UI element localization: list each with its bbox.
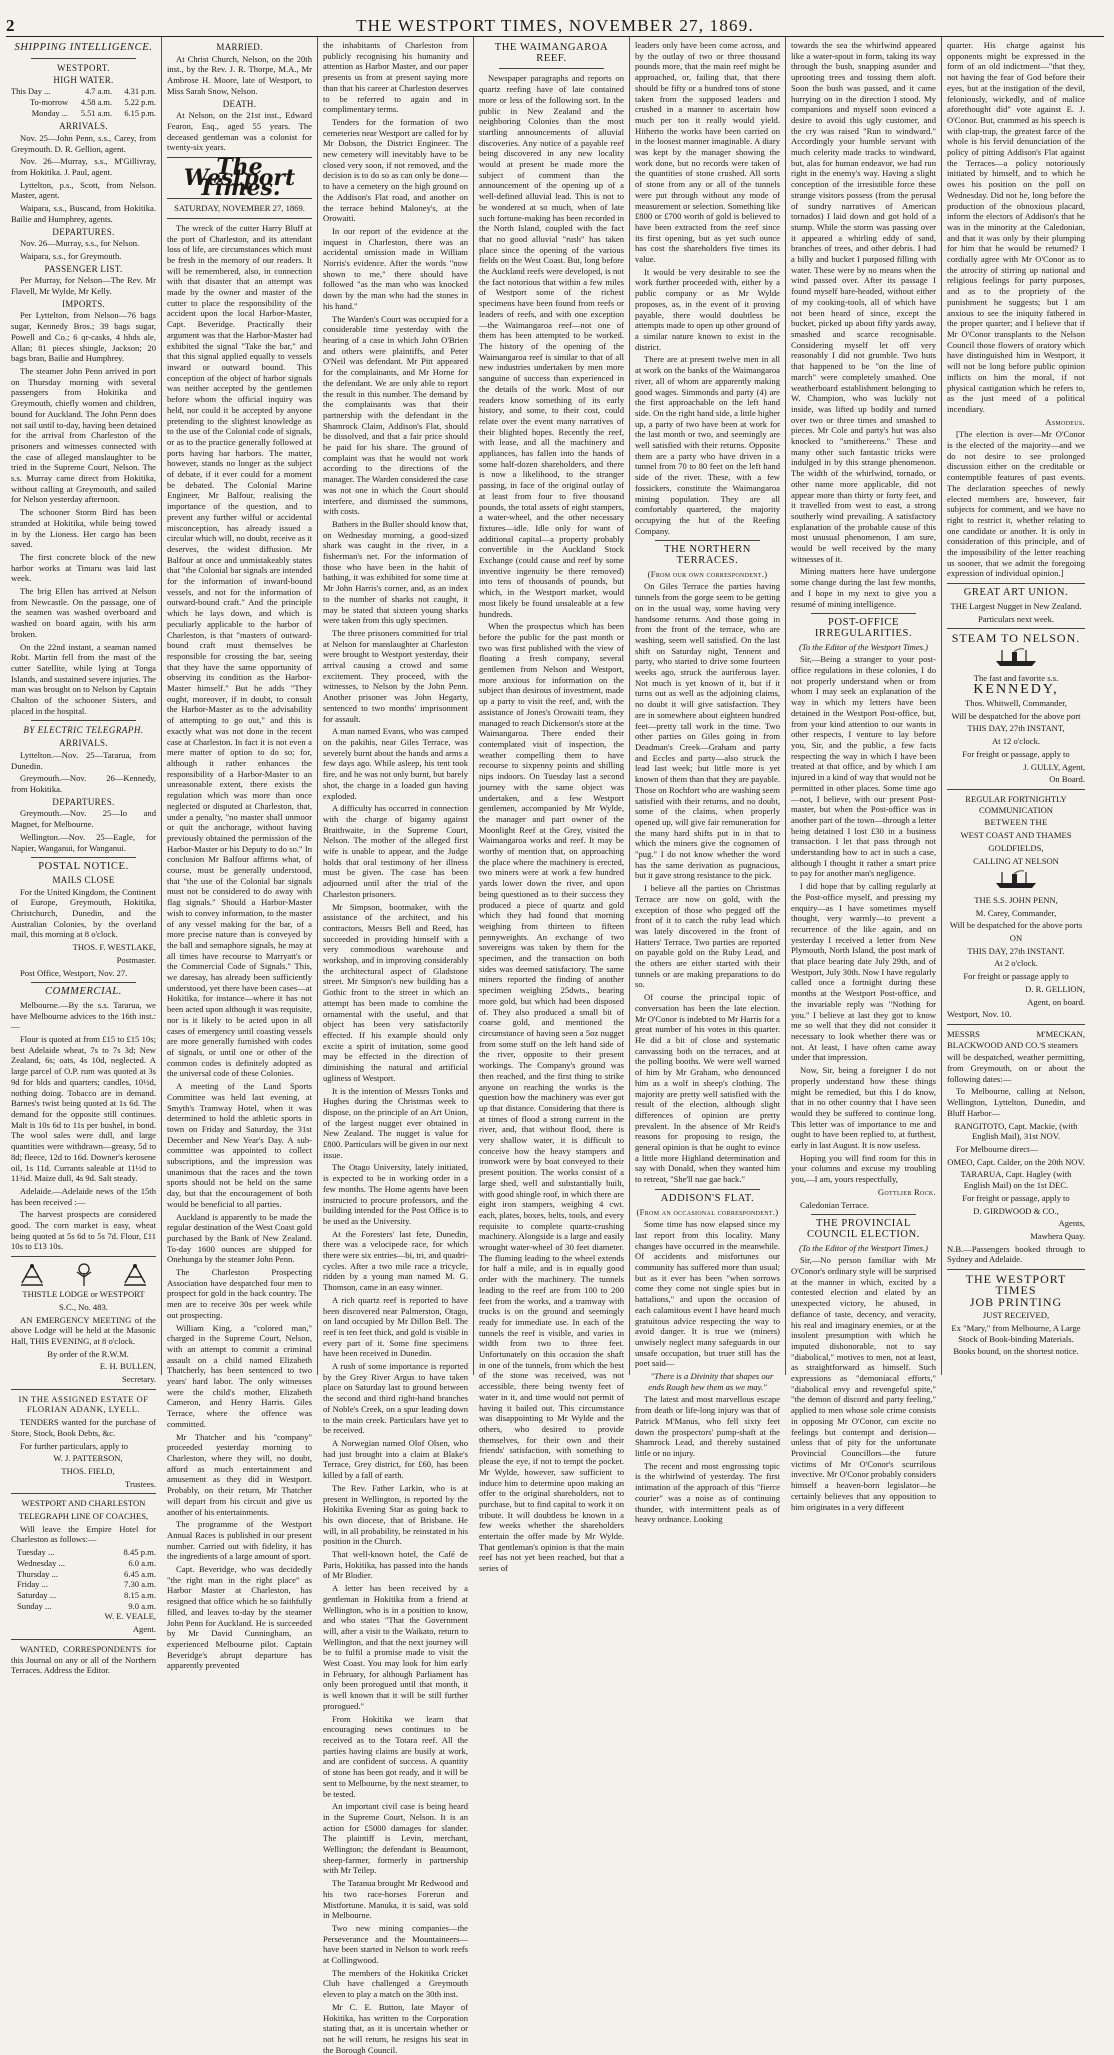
regular-title: REGULAR FORTNIGHTLY COMMUNICATION bbox=[965, 794, 1067, 815]
commercial-paragraph: Adelaide.—Adelaide news of the 15th has been received :— bbox=[11, 1185, 156, 1207]
editorial-paragraph: The wreck of the cutter Harry Bluff at the port of Charleston, and its attendant loss of life, are circumstances which must be fresh in the memory of our readers. It will be remembered, also, in connection with that disaster that an attempt was made by the owner and master of the cutter to place the responsibility of the accident upon the local Harbor-Master, Capt. Beveridge. Practically their argument was that the Harbor-Master had exhibited the signal "Take the bar," and that this signal applied equally to vessels inward or outward bound. This conception of the object of harbor signals was neither accepted by the gentlemen before whom the official inquiry was held, nor could it be accepted by anyone pretending to the slightest knowledge as to the use of the Colonial code of signals, or as to the practice generally followed at ports having bar harbors. The matter, however, stands no longer as the subject of debate, if it ever could for a moment be debated. The Colonial Marine Engineer, Mr Balfour, realising the importance of the question, and to prevent any further wilful or accidental misconception, has already issued a circular which will, no doubt, receive as it deserves, the widest diffusion. Mr Balfour at once and unmistakeably states that "the Colonial bar signals are intended for the information of inward-bound vessels, and not for the information of outward-bound craft." And the principle which he lays down, and which is peculiarly applicable to the harbor of Charleston, is that "masters of outward-bound craft must themselves be responsible for crossing the bar, seeing that they have the same opportunity of observing its condition as the Harbor-Master himself." But he adds "They ought, moreover, if in doubt, to consult the Harbor-Master as to the advisability of attempting to go out," and this is exactly what was not done in the recent case at Charleston. In fact it is not even a mere matter of option to do so; for, although it rather enhances the responsibility of a Harbor-Master to an unreasonable extent, there exists the regulation which was more than once neglected or disputed at Charleston, that, under a penalty, "no master shall unmoor or quit the anchorage, without having previously obtained the permission of the Harbor-Master or his Deputy to do so." In conclusion Mr Balfour affirms what, of course, must be generally understood, that "the use of the Colonial bar signals must not be considered to do away with flag signals." Should a Harbor-Master wish to convey information, to the master of any vessel making for the bar, of a more precise nature than is conveyed by the ball and semaphore signals, he may at all times have recourse to Marryatt's or the Commercial Code of Signals." This, we daresay, has already been sufficiently understood, yet there have been cases—at Hokitika, for instance—where it has not been acted upon although it was requisite, nor is it likely to be acted upon in all cases of emergency until coasting vessels are more generally furnished with codes of signals, or until one or other of the common codes is definitely adopted as the universal code of these Colonies. bbox=[167, 222, 312, 1079]
letter-paragraph: Hoping you will find room for this in your columns and excuse my troubling you,—I am, yours respectfully, bbox=[791, 1152, 936, 1185]
arrivals-heading: ARRIVALS. bbox=[59, 121, 108, 132]
telegraph-item: Wellington.—Nov. 25—Eagle, for Napier, Wanganui, for Wanganui. bbox=[11, 831, 156, 853]
editorial-paragraph: Capt. Beveridge, who was decidedly "the right man in the right place" as Harbor Master at Charleston, has resigned that office which he so faithfully filled, and leaves to-day by the steamer John Penn for Auckland. He is succeeded by Mr David Cunningham, an experienced Melbourne pilot. Captain Beveridge's abrupt departure has apparently prevented bbox=[167, 1564, 312, 1671]
mmeckan-sailing: RANGITOTO, Capt. Mackie, (with English Mail), 31st NOV. bbox=[954, 1120, 1078, 1142]
letter-place: Caledonian Terrace. bbox=[800, 1199, 869, 1210]
coach-day: Sunday ... bbox=[17, 1600, 52, 1611]
news-paragraph: That well-known hotel, the Café de Paris, Hokitika, has passed into the hands of Mr Blodier. bbox=[323, 1549, 468, 1581]
lodge-role: Secretary. bbox=[121, 1374, 156, 1385]
steam-fast: The fast and favorite s.s. bbox=[973, 672, 1059, 683]
regular-despatch: Will be despatched for the above ports bbox=[949, 920, 1083, 931]
editorial-paragraph: A meeting of the Land Sports Committee was held last evening, at Smyth's Tramway Hotel, when it was determined to hold the athletic sports in town on Friday and Saturday, the 31st December and New Year's Day. A sub-committee was appointed to collect subscriptions, and the impression was unanimous that the races and the town sports should not be held on the same day, but that the encouragement of both would be beneficial to all parties. bbox=[167, 1081, 312, 1209]
article-paragraph: Mining matters here have undergone some change during the last few months, and I hope in my next to give you a resumé of mining intelligence. bbox=[791, 566, 936, 609]
tide-cell: 4.58 a.m. bbox=[80, 97, 112, 107]
lodge-notice: AN EMERGENCY MEETING of the above Lodge will be held at the Masonic Hall, THIS EVENING, at 8 o'clock. bbox=[11, 1314, 156, 1346]
article-paragraph: It would be very desirable to see the work further proceeded with, either by a public company or as Mr Wylde proposes, as, in the event of it proving payable, there would doubtless be attempts made to open up other ground of a similar nature known to exist in the district. bbox=[635, 266, 780, 352]
column-4 bbox=[474, 37, 630, 1574]
editorial-paragraph: Mr Thatcher and his "company" proceeded yesterday morning to Charleston, where they will, no doubt, afford as much entertainment and amusement as they did in Westport. Probably, on their return, Mr Thatcher will depart from his circuit and give us another of his entertainments. bbox=[167, 1431, 312, 1517]
article-paragraph: The recent and most engrossing topic is the whirlwind of yesterday. The first intimation of the approach of this "fierce courier" was a noise as of continuing thunder, with intermittent peals as of heavy ordnance. Looking bbox=[635, 1460, 780, 1525]
departure-item: Waipara, s.s., for Greymouth. bbox=[20, 250, 122, 261]
shipping-intelligence-heading: SHIPPING INTELLIGENCE. bbox=[14, 42, 153, 53]
quotation: "There is a Divinity that shapes our ends Rough hew them as we may." bbox=[648, 1371, 774, 1392]
letter-paragraph: Sir,—Being a stranger to your post-office regulations in these colonies, I do not properly understand when or from whom I may seek an explanation of the way in which my letters have been detained in the Westport Post-office, but, from your kind attention to our wants in other respects, I venture to lay before you, Sir, and the public, a few facts respecting the way in which I have been treated at that office, and by which I am injured in a kind of way that would not be permitted in other places. Some time ago—not, I believe, with our present Post-master, but when the Post-office was in another part of the town—through a letter being detained I lost £30 in a business transaction. I let that pass through not understanding how to act in such a case, although I thought it rather a smart price to pay for another man's negligence. bbox=[791, 654, 936, 879]
newspaper-header-title: THE WESTPORT TIMES, NOVEMBER 27, 1869. bbox=[356, 16, 754, 35]
letter-paragraph: quarter. His charge against his opponents might be expressed in the form of an old indictment—"that they, not having the fear of God before their eyes, but at the instigation of the devil, feloniously, wickedly, and of malice aforethought did" vote against E. J. O'Conor. But, crammed as his speech is with clap-trap, the greatest farce of the whole is his fervid denunciation of the policy of pitting Addison's Flat against the Terraces—a policy notoriously initiated by himself, and to which he owes his position on the poll on Wednesday. Did not he, long before the production of the obnoxious placard, inform the electors of Addison's that he was in the minority at the Caledonian, and that it was only by their plumping for him that he would be returned? I cordially agree with Mr O'Conor as to the atrocity of stirring up national and religious feelings for party purposes, and as to the propriety of the punishment he suggests; but I am anxious to see the iniquity fathered in the proper quarter; and I believe that if Mr O'Conor transplants to the Nelson Council those flowers of oratory which have distinguished him in Westport, it will not be long before public opinion inflicts on him the moral, if not physical castigation which he refers to, as the just meed of a political incendiary. bbox=[947, 40, 1085, 414]
correspondent-note: (From an occasional correspondent.) bbox=[636, 1206, 779, 1217]
addisons-flat-heading: ADDISON'S FLAT. bbox=[660, 1192, 755, 1204]
coach-day: Thursday ... bbox=[17, 1568, 59, 1579]
coach-day: Wednesday ... bbox=[17, 1557, 65, 1568]
coach-text: Will leave the Empire Hotel for Charleston as follows:— bbox=[11, 1523, 156, 1545]
regular-date: Westport, Nov. 10. bbox=[947, 1009, 1012, 1020]
departure-item: Nov. 26—Murray, s.s., for Nelson. bbox=[20, 238, 140, 249]
art-union-text: THE Largest Nugget in New Zealand. bbox=[950, 600, 1082, 611]
job-title: THE WESTPORT TIMES bbox=[965, 1272, 1067, 1297]
coach-day: Saturday ... bbox=[17, 1590, 57, 1600]
mmeckan-apply: For freight or passage, apply to bbox=[962, 1192, 1070, 1203]
coach-time: 6.45 a.m. bbox=[124, 1568, 156, 1579]
mails-close-heading: MAILS CLOSE bbox=[52, 874, 115, 885]
steam-commander: Thos. Whitwell, Commander, bbox=[965, 698, 1067, 709]
regular-between: BETWEEN THE bbox=[984, 817, 1048, 828]
job-received: JUST RECEIVED, bbox=[982, 1310, 1050, 1321]
tide-cell: Monday ... bbox=[31, 108, 68, 118]
coach-schedule bbox=[11, 1547, 156, 1611]
arrival-item: Waipara, s.s., Buscand, from Hokitika. Bailie and Humphrey, agents. bbox=[11, 203, 156, 224]
news-paragraph: Tenders for the formation of two cemeteries near Westport are called for by Mr Dobson, the District Engineer. The new cemetery will inevitably have to be closed very soon, if not removed, and the decision is to do so as can only be done—to have a cemetery on the high ground on the Addison's Flat road, and another on the terrace behind Maloney's, at the Orowaiti. bbox=[323, 116, 468, 224]
postal-text: For the United Kingdom, the Continent of Europe, Greymouth, Hokitika, Christchurch, Dunedin, and the Australian Colonies, by the overland mail, this morning at 8 o'clock. bbox=[11, 886, 156, 940]
shipping-paragraph: The brig Ellen has arrived at Nelson from Newcastle. On the passage, one of the seamen was washed overboard and washed on board again, with his arm broken. bbox=[11, 586, 156, 639]
article-paragraph: leaders only have been come across, and by the outlay of two or three thousand pounds more, that the main reef might be approached, or, failing that, that there should be fifty or a hundred tons of stone taken from the supposed leaders and crushed in a manner to ascertain how much per ton it really would yield. Hitherto the works have been carried on in the loosest manner imaginable. A diary was kept by the manager showing the work done, but no records were taken of the quantities of stone crushed. All sorts of stone from any or all of the tunnels were put through without any mode of measurement or selection. Something like £800 or £700 worth of gold is believed to have been extracted from the reef since its first opening, but as yet such ounce has cost the shareholders five times its value. bbox=[635, 40, 780, 265]
article-paragraph: I believe all the parties on Christmas Terrace are now on gold, with the exception of those who pegged off the front of it to catch the ruby lead which was lately discovered in the front of Hatters' Terrace. Two parties are reported on payable gold on the Ruby Lead, and the others are either started with their tunnels or are making preparations to do so. bbox=[635, 883, 780, 990]
article-paragraph: Some time has now elapsed since my last report from this locality. Many changes have occurred in the meanwhile. Of accidents and misfortunes our community has suffered more than usual; but as it ever has been "when sorrows come they come not single spies but in battalions," and upon the occasion of each calamitous event I have heard much gratuitous advice respecting the way to avoid danger. It is true we (miners) unwisely neglect many safeguards in our unsafe occupation, but truer still has the poet said— bbox=[635, 1219, 780, 1369]
paper-title: The Westport Times. bbox=[183, 154, 296, 202]
coach-subtitle: TELEGRAPH LINE OF COACHES, bbox=[18, 1511, 149, 1522]
coach-day: Tuesday ... bbox=[17, 1547, 55, 1558]
news-paragraph: From Hokitika we learn that encouraging news continues to be received as to the Totara reef. All the parties having claims are busily at work, and are confident of success. A quantity of stone has been got ready, and it will be sent to Melbourne, by the next steamer, to be tested. bbox=[323, 1713, 468, 1799]
editor-note: [The election is over—Mr O'Conor is the elected of the majority—and we do not desire to see prolonged discussion either on the creditable or contemptible features of past events. The declaration speeches of newly elected members are, however, fair subjects for comment, and we have no right to restrict it, whether relating to one candidate or another. It is only in consideration of this principle, and of the impossibility of the letter reaching us sooner, that we admit the foregoing expression of individual opinion.] bbox=[947, 429, 1085, 579]
shipping-paragraph: The first concrete block of the new harbor works at Timaru was laid last week. bbox=[11, 551, 156, 584]
news-paragraph: The Warden's Court was occupied for a considerable time yesterday with the hearing of a case in which John O'Brien and others were plaintiffs, and Peter O'Neil was defendant. Mr Pitt appeared for the complainants, and Mr Horne for the defendant. We are only able to report the result in this number. The demand by the complainants was that their partnership with the defendant in the Shamrock Claim, Addison's Flat, should be dissolved, and that a fair price should be paid for his share. The ground of complaint was that he would not work according to the directions of the manager. The Warden considered the case was not one in which the Court should interfere, and dismissed the summons, with costs. bbox=[323, 313, 468, 517]
telegraph-item: Lyttelton.—Nov. 25—Tararua, from Dunedin. bbox=[11, 749, 156, 771]
column-2 bbox=[162, 37, 318, 1671]
regular-commander: M. Carey, Commander, bbox=[975, 907, 1057, 918]
estate-trustee: W. J. PATTERSON, bbox=[53, 1453, 123, 1464]
article-paragraph: When the prospectus which has been before the public for the past month or two was first published with the view of floating a fresh company, several gentlemen from Nelson and Westport, more anxious for information on the subject than desirous of investment, made up a party to visit the reef, and, with the assistance of Jones's Orowaiti team, they managed to reach Dickenson's store at the Waimangaroa. There ended their contemplated visit of inspection, the weather compelling them to have recourse to sixpenny points and shilling nips indoors. On Tuesday last a second journey with the same object was undertaken, and a few Westport gentlemen, accompanied by Mr Wylde, the manager and part owner of the Moonlight Reef at the Grey, visited the Waimangaroa works and reef. It may be worthy of mention that, on approaching the place where the machinery is erected, two miners were at work a few hundred yards lower down the river, and upon being questioned as to their success they produced a piece of quartz and gold which they had found that morning weighing from thirteen to fifteen pennyweights. An exchange of two sovereigns was taken by them for the specimen, and the transaction on both sides was deemed satisfactory. The same miners reported the finding of another specimen weighing 25dwts., bearing more gold, but which had been disposed of. They also produced a small bit of coarse gold, and mentioned the circumstance of having seen a 5oz nugget from some stuff on the left hand side of the river, opposite to their present workings. The Company's ground was then reached, and the first thing to strike anyone on reaching the works is the question how the machinery was ever got up that distance. Considering that there is at times of flood a strong current in the river, and, that without flood, there is very shallow water, it is difficult to conceive how the heavy stampers and ironwork were by boat conveyed to their present position. The works consist of a large shed, well and substantially built, with good shingle roof, in which there are eight iron stampers, weighing 4 cwt. each, plates, boxes, belts, tools, and every requisite to complete quartz-crushing machinery. Alongside is a large and easily wrought water-wheel of 30 feet diameter. The fluming leading to the wheel extends for half a mile, and is in equally good order with the machinery. The tunnels leading to the reef are from 100 to 200 feet from the works, and a tramway with trucks is on the ground and seemingly ready for immediate use. In each of the tunnels the reef is visible, and varies in width from two to three feet. Unfortunately on this occasion the shaft in one of the tunnels, from which the best of the stone was received, was not accessible, there being twenty feet of water in it, and time would not permit of having it bailed out. This circumstance was disappointing to Mr Wylde and the others, who desired to provide themselves, for their own and their friends' satisfaction, with something to please the eye, if not to tempt the pocket. Mr Wylde, however, saw sufficient to induce him to determine upon making an offer to the original shareholders, not to purchase, but to find capital to work it on tribute. It will doubtless be known in a few weeks whether the shareholders entertain the offer made by Mr Wylde. That gentleman's opinion is that the main reef has not yet been reached, but that a series of bbox=[479, 621, 624, 1574]
steam-despatch: Will be despatched for the above port bbox=[951, 710, 1081, 721]
article-paragraph: towards the sea the whirlwind appeared like a water-spout in form, taking its way through the bush, snapping asunder and uprooting trees and tossing them aloft. Soon the bush was passed, and it came hurrying on in the direction I stood. My companions and myself soon evinced a desire to avoid this ugly customer, and the cry was raised "Run to windward." Accordingly your humble servant with much celerity made tracks to windward, but, alas for human endeavor, we had run right in the enemy's way. Having a slight conception of the irresistible force these strange visitors possess (from the perusal of sundry narratives of American tornados) I laid down and got hold of a stump. While the storm was passing over it appeared a whirling eddy of sand, branches of trees, and other debris. I had a billy and bucket I purposed filling with water. These were by no means when the wind passed over. After its passage I found myself bare-headed, without either of my cooking-tools, all of which have not been heard of since, except the bucket, picked up about fifty yards away, smashed and scarce recognisable. Considering myself let off very reasonably I did not grumble. Two huts that happened to be "on the line of march" were completely smashed. One weatherboard establishment belonging to W. Champion, who was luckily not inside, was lifted up bodily and turned over two or three times and smashed to pieces. Mr Cole and party's hut was also knocked to "smithereens." These and many other such fantastic tricks were indulged in by this strange phenomenon. The width of the whirlwind, tornado, or other name more applicable, did not appear more than thirty or forty feet, and it travelled from west to east, a strong southerly wind prevailing. A satisfactory explanation of the probable cause of this most unusual phenomenon, I am sure, would be well received by the many witnesses of it. bbox=[791, 40, 936, 564]
coach-role: Agent. bbox=[132, 1624, 156, 1635]
regular-on: ON bbox=[1009, 933, 1023, 944]
commercial-heading: COMMERCIAL. bbox=[45, 986, 122, 998]
news-paragraph: In our report of the evidence at the inquest in Charleston, there was an accidental omission made in William Norris's evidence. After the words "now shown to me," there should have followed "as the man who was knocked down by the man who had the stones in his hand." bbox=[323, 225, 468, 311]
compass-square-icon bbox=[122, 1263, 148, 1287]
news-paragraph: At the Foresters' last fete, Dunedin, there was a velocipede race, for which there were six entries—bi, tri, and quadri-cycles. After a two mile race a tricycle, ridden by a young man named M. G. Thomson, came in an easy winner. bbox=[323, 1228, 468, 1293]
shipping-paragraph: The steamer John Penn arrived in port on Thursday morning with several passengers from Hokitika and Greymouth, chiefly women and children, bound for Auckland. The John Penn does not sail until to-day, having been detained for the arrival from Charleston of the prisoners and witnesses connected with the case of alleged manslaughter to be tried in the Supreme Court, Nelson. The s.s. Murray came direct from Hokitika, without calling at Greymouth, and sailed for Nelson yesterday afternoon. bbox=[11, 365, 156, 505]
tide-cell: 4.31 p.m. bbox=[124, 87, 156, 97]
news-paragraph: The Taranua brought Mr Redwood and his two race-horses Forerun and Mistfortune. Manuka, it is said, was sold in Melbourne. bbox=[323, 1878, 468, 1921]
mmeckan-role: Agents, bbox=[1058, 1218, 1085, 1229]
news-paragraph: A difficulty has occurred in connection with the charge of bigamy against Braithwaite, in the Supreme Court, Nelson. The mother of the alleged first wife is unable to appear, and the Judge holds that oral testimony of her illness must be given. The case has been adjourned until after the trial of the Charleston prisoners. bbox=[323, 803, 468, 899]
mmeckan-note: N.B.—Passengers booked through to Sydney and Adelaide. bbox=[947, 1243, 1085, 1265]
regular-ship: THE S.S. JOHN PENN, bbox=[974, 894, 1058, 905]
telegraph-item: Greymouth.—Nov. 26—Kennedy, from Hokitika. bbox=[11, 773, 156, 794]
estate-notice: TENDERS wanted for the purchase of Store, Stock, Book Debts, &c. bbox=[11, 1417, 156, 1438]
steamship-icon bbox=[947, 647, 1085, 670]
mmeckan-text: will be despatched, weather permitting, from Greymouth, on or about the following dates:— bbox=[947, 1052, 1085, 1084]
column-7 bbox=[942, 37, 1090, 1375]
coach-time: 7.30 a.m. bbox=[124, 1579, 156, 1590]
lodge-number: S.C., No. 483. bbox=[59, 1301, 108, 1312]
waimangaroa-reef-heading: THE WAIMANGAROA REEF. bbox=[494, 42, 609, 64]
shipping-paragraph: The schooner Storm Bird has been stranded at Hokitika, while being towed in by the Lioness. Her cargo has been saved. bbox=[11, 507, 156, 550]
news-paragraph: The Rev. Father Larkin, who is at present in Wellington, is reported by the Hokitika Evening Star as going back to his own diocese, that of Brisbane. He will, in all probability, be reinstated in his position in the Church. bbox=[323, 1482, 468, 1547]
correspondent-note: (From our own correspondent.) bbox=[647, 568, 768, 579]
job-footer: Books bound, on the shortest notice. bbox=[953, 1346, 1079, 1357]
column-1 bbox=[6, 37, 162, 1676]
steam-title: STEAM TO NELSON. bbox=[951, 631, 1081, 646]
wanted-notice: WANTED, CORRESPONDENTS for this Journal on any or all of the Northern Terraces. Address the Editor. bbox=[11, 1643, 156, 1676]
editorial-paragraph: Auckland is apparently to be made the regular destination of the West Coast gold purchased by the Bank of New Zealand. To-day 1600 ounces are shipped for Onehunga by the steamer John Penn. bbox=[167, 1211, 312, 1265]
westport-subheading: WESTPORT. bbox=[56, 62, 111, 73]
commercial-paragraph: Flour is quoted at from £15 to £15 10s; best Adelaide wheat, 7s to 7s 3d; New Zealand, 6s; oats, 4s 10d, neglected. A large parcel of O.P. rum was quoted at 3s 9d for blds and quarters; candles, 10½d, nothing doing. Tobacco are in demand. Barnes's twist being quoted at 1s 6d. The demand for the opposite still continues. Malt is 10s 6d to 11s per bushel, in bond. The wool sales were dull, and large quantities were withdrawn—greasy, 5d to 8d; fleece, 12d to 16d. Downer's kerosene oil, 1s 11d. Currants saleable at 11½d to 11¾d. Maize dull, 4s 9d. Salt steady. bbox=[11, 1034, 156, 1184]
compass-square-icon bbox=[19, 1263, 45, 1287]
death-heading: DEATH. bbox=[222, 98, 257, 109]
job-text: Ex "Mary," from Melbourne, A Large Stock of Book-binding Materials. bbox=[951, 1322, 1081, 1344]
letter-signature: Gottlieb Rock. bbox=[877, 1186, 936, 1197]
regular-route: WEST COAST AND THAMES bbox=[960, 830, 1072, 841]
news-paragraph: A man named Evans, who was camped on the pakihis, near Giles Terrace, was severely burnt about the hands and arms a few days ago. While asleep, his tent took fire, and he was not only burnt, but barely shot, the charge in a loaded gun having exploded. bbox=[323, 726, 468, 801]
news-paragraph: It is the intention of Messrs Tonks and Hughes during the Christmas week to dispose, on the principle of an Art Union, of the largest nugget ever obtained in New Zealand. The nugget is value for £800. Particulars will be given in our next issue. bbox=[323, 1085, 468, 1160]
letter-paragraph: Sir,—No person familiar with Mr O'Conor's ordinary style will be surprised at the manner in which, excited by a contested election and elated by an unexpected victory, he abused, in defiance of taste, decency, and veracity, his real and imaginary enemies, or at the insolent presumption with which he imputed dishonorable, not to say "diabolical," motives to men, not at least, as straightforward as himself. Such expressions as "demoniacal efforts," "diabolical envy and revengeful spite," "the demon of discord and party feeling," applied to men whose sole crime consists in opposing Mr O'Conor, can excite no feelings but contempt and derision—unless that of pity for the unfortunate Provincial Councillors—the future victims of Mr O'Conor's scurrilous invective. Mr O'Conor probably considers himself a heaven-born legislator—he certainly believes that any opposition to him originates in a very different bbox=[791, 1255, 936, 1512]
news-paragraph: An important civil case is being heard in the Supreme Court, Nelson. It is an action for £5000 damages for slander. The plaintiff is Levin, merchant, Wellington; the defendant is Beaumont, sheep-farmer, formerly in partnership with Mr Teilep. bbox=[323, 1801, 468, 1876]
passenger-list-heading: PASSENGER LIST. bbox=[44, 263, 123, 274]
regular-route: CALLING AT NELSON bbox=[973, 855, 1059, 866]
coach-time: 8.15 a.m. bbox=[124, 1590, 156, 1600]
arrival-item: Nov. 25—John Penn, s.s., Carey, from Greymouth. D. R. Gellion, agent. bbox=[11, 132, 156, 154]
commercial-paragraph: The harvest prospects are considered good. The corn market is easy, wheat being quoted at 5s 6d to 5s 7d. Flour, £11 10s to £13 10s. bbox=[11, 1209, 156, 1252]
news-paragraph: A rich quartz reef is reported to have been discovered near Palmerston, Otago, on land occupied by Mr Dillon Bell. The reef is ten feet thick, and gold is visible in every part of it. Some fine specimens have been received in Dunedin. bbox=[323, 1294, 468, 1359]
news-paragraph: The members of the Hokitika Cricket Club have challenged a Greymouth eleven to play a match on the 30th inst. bbox=[323, 1967, 468, 2000]
tide-cell: To-morrow bbox=[29, 97, 68, 107]
postal-signature: THOS. F. WESTLAKE, bbox=[72, 942, 156, 953]
news-paragraph: A Norwegian named Olof Olsen, who had just brought into a claim at Blake's Terrace, Grey district, for £60, has been killed by a fall of earth. bbox=[323, 1438, 468, 1481]
letter-paragraph: Now, Sir, being a foreigner I do not properly understand how these things might be remedied, but this I do know, that in no other country that I have seen would they be suffered to continue long. This letter was of importance to me and ought to have been replied to, at furthest, early in last August. It is now useless. bbox=[791, 1065, 936, 1151]
news-paragraph: the inhabitants of Charleston from publicly recognising his humanity and attention as Harbor Master, and our paper presents us from at present saying more than that his career at Charleston deserves to be referred to again and in complimentary terms. bbox=[323, 40, 468, 115]
post-office-heading: POST-OFFICE IRREGULARITIES. bbox=[814, 617, 913, 639]
provincial-council-heading: THE PROVINCIAL COUNCIL ELECTION. bbox=[806, 1218, 921, 1240]
steamship-icon bbox=[947, 869, 1085, 892]
telegraph-departures-heading: DEPARTURES. bbox=[52, 796, 115, 807]
news-paragraph: The Otago University, lately initiated, is expected to be in working order in a few months. The Home agents have been instructed to procure professors, and the building intended for the Post Office is to be used as the University. bbox=[323, 1162, 468, 1226]
arrival-item: Lyttelton, p.s., Scott, from Nelson. Master, agent. bbox=[11, 179, 156, 201]
news-paragraph: Two new mining companies—the Perseverance and the Mountaineers—have been started in Nelson to work reefs at Collingwood. bbox=[323, 1922, 468, 1966]
letter-paragraph: I did hope that by calling regularly at the Post-office myself, and pressing my enquiry—as I have sometimes myself thought, very warmly—to prevent a recurrence of the like again, and on yesterday I received a letter from New Plymouth, North Island, the post mark of that place bearing date July 29th, and of Westport, July 30th. Now I have regularly called once a fortnight during these months at the Westport Post-office, and the invariable reply was "Nothing for you." I believe at last they got to know me so well that they did not consider it necessary to look whether there was or not. At least, I have often came away under that impression. bbox=[791, 881, 936, 1063]
coach-time: 6.0 a.m. bbox=[128, 1557, 156, 1568]
postal-date: Post Office, Westport, Nov. 27. bbox=[20, 967, 128, 978]
steam-board: On Board. bbox=[1049, 774, 1085, 785]
letter-address: (To the Editor of the Westport Times.) bbox=[799, 1242, 928, 1253]
column-6 bbox=[786, 37, 942, 1512]
departures-heading: DEPARTURES. bbox=[52, 226, 115, 237]
news-paragraph: A letter has been received by a gentleman in Hokitika from a friend at Wellington, who is in a position to know, and who states "That the Government will, after a visit to the Waikato, return to Wellington, and that the next journey will be to fulfil a promise made to visit the West Coast. You may look for him early in February, for although Parliament has only been prorogued until that month, it is well known that it will be still further prorogued." bbox=[323, 1583, 468, 1711]
coach-signature: W. E. VEALE, bbox=[104, 1611, 156, 1622]
coach-time: 9.0 a.m. bbox=[128, 1600, 156, 1611]
art-union-heading: GREAT ART UNION. bbox=[963, 587, 1069, 599]
news-paragraph: The three prisoners committed for trial at Nelson for manslaughter at Charleston were brought to Westport yesterday, their arrival causing a crowd and some excitement. They proceed, with the witnesses, to Nelson by the John Penn. Another prisoner was John Hegarty, sentenced to two months' imprisonment for assault. bbox=[323, 627, 468, 724]
article-paragraph: The latest and most marvellous escape from death or life-long injury was that of Patrick M'Manus, who fell sixty feet down the prospectors' pump-shaft at the Shamrock Lead, and thereby sustained little or no injury. bbox=[635, 1394, 780, 1458]
lodge-title: THISTLE LODGE or WESTPORT bbox=[22, 1289, 145, 1300]
article-paragraph: Newspaper paragraphs and reports on quartz reefing have of late contained more or less of the following sort. In the public in New Zealand and the neighboring Colonies than the most startling announcements of alluvial discoveries. Any notice of a payable reef being discovered in any new locality would at present be made more the subject of comment than the announcement of the opening up of a well-defined alluvial lead. This is not to be wondered at so much, when of late such fortune-making has been recorded in the North Island, coupled with the fact that no good alluvial "rush" has taken place since the opening of the various fields on the West Coast. But, long before the Auckland reefs were developed, is not the fact notorious that within a few miles of Westport some of the richest specimens have been found from reefs or leaders of reefs, and with one exception—the Waimangaroa reef—not one of them has been attempted to be worked. The history of the opening of the Waimangaroa reef is similar to that of all new industries undertaken by men more sanguine of success than experienced in the details of the work. Most of our readers know something of its early history, and some, to their cost, could relate over the event many narratives of their blighted hopes. Recently the reef, with lease, and all the machinery and appliances, has fallen into the hands of some half-dozen shareholders, and there is now a likelihood, to the stranger passing, in face of the original outlay of at least from four to five thousand pounds, the total assets of eight stampers, a water-wheel, and the other necessary fixtures—idle. Idle only for want of additional capital—a property probably convertible in the Auckland Stock Exchange (could cause and reef by some inventive ingenuity be there removed) into tens of thousands of pounds, but which, in the Westport market, would most likely be found unsaleable at a few hundreds. bbox=[479, 73, 624, 619]
news-paragraph: A rush of some importance is reported by the Grey River Argus to have taken place on Saturday last to ground between the second and third right-hand branches of Noble's Creek, on a spur leading down to the main creek. Particulars have yet to be received. bbox=[323, 1361, 468, 1436]
editorial-paragraph: The programme of the Westport Annual Races is published in our present number. Carried out with fidelity, it has the ingredients of a large amount of sport. bbox=[167, 1519, 312, 1562]
column-3 bbox=[318, 37, 474, 2055]
tide-cell: 5.51 a.m. bbox=[80, 108, 112, 118]
tide-cell: 4.7 a.m. bbox=[85, 87, 112, 97]
letter-address: (To the Editor of the Westport Times.) bbox=[799, 641, 928, 652]
mmeckan-sailing: TARARUA, Capt. Hagley (with English Mail) on the 1st DEC. bbox=[960, 1169, 1072, 1191]
regular-day: THIS DAY, 27th INSTANT. bbox=[967, 945, 1065, 956]
married-notice: At Christ Church, Nelson, on the 20th inst., by the Rev. J. R. Thorpe, M.A., Mr Ambrose H. Moore, late of Westport, to Miss Sarah Snow, Nelson. bbox=[167, 53, 312, 96]
steam-ship-name: KENNEDY, bbox=[973, 682, 1059, 698]
mmeckan-place: Mawhera Quay. bbox=[1030, 1230, 1085, 1241]
masonic-emblems bbox=[19, 1263, 148, 1287]
steam-agent: J. GULLY, Agent, bbox=[1023, 761, 1085, 772]
column-5 bbox=[630, 37, 786, 1525]
article-paragraph: On Giles Terrace the parties having tunnels from the gorge seem to be getting on in the usual way, some having very handsome returns. And those going in from the front of the terrace, who are washing, seem well satisfied. On the last shift on Saturday night, Tennent and party, who started to drive some fourteen weeks ago, struck the auriferous layer. Not much is yet known of it, but if it turns out as well as the adjoining claims, no doubt it will give satisfaction. They are in somewhere about eighteen hundred feet—pretty tall work in the time. Two other parties on Giles going in from Deadman's Creek—Graham and party and Eccles and party—also struck the lead last week; but little more is yet known of them than that they are payable. Those on Rochfort who are washing seem satisfied with their returns, and no doubt, some of the claims, when properly opened up, will give fair remuneration for the many hard shifts put in in that to which the miners give the cognomen of "pug." I do not know whether the word has the same derivation as pugnacious, but it gave strong resistance to the pick. bbox=[635, 581, 780, 881]
editorial-paragraph: William King, a "colored man," charged in the Supreme Court, Nelson, with an attempt to commit a criminal assault on a child named Elizabeth Thatcherly, has been sentenced to two years' hard labor. The only witnesses were the child's mother, Elizabeth Cameron, and Henry Harris. Giles Terrace, where the offence was committed. bbox=[167, 1322, 312, 1429]
estate-role: Trustees. bbox=[125, 1478, 156, 1489]
paper-date: SATURDAY, NOVEMBER 27, 1869. bbox=[174, 203, 305, 214]
tide-table bbox=[11, 87, 156, 119]
estate-trustee: THOS. FIELD, bbox=[61, 1465, 115, 1476]
job-subtitle: JOB PRINTING bbox=[969, 1295, 1063, 1310]
coach-time: 8.45 p.m. bbox=[123, 1547, 156, 1558]
regular-route: GOLDFIELDS, bbox=[988, 842, 1044, 853]
postal-role: Postmaster. bbox=[116, 954, 156, 965]
thistle-icon bbox=[71, 1263, 97, 1287]
news-paragraph: Bathers in the Buller should know that, on Wednesday morning, a good-sized shark was caught in the river, in a fisherman's net. For the information of those who have been in the habit of bathing, it was exhibited for some time at Mr John Harris's corner, and, as an index to the number of sharks not caught, it may be stated that sixteen young sharks were taken from this ugly specimen. bbox=[323, 518, 468, 626]
mmeckan-route: For Melbourne direct— bbox=[956, 1143, 1039, 1154]
estate-more: For further particulars, apply to bbox=[20, 1440, 129, 1451]
letter-signature: Asmodeus. bbox=[1045, 416, 1085, 427]
tide-cell: This Day ... bbox=[11, 87, 51, 97]
coach-title: WESTPORT AND CHARLESTON bbox=[21, 1498, 146, 1509]
mmeckan-agent: D. GIRDWOOD & CO., bbox=[973, 1205, 1059, 1216]
tide-cell: 6.15 p.m. bbox=[124, 108, 156, 118]
page-number: 2 bbox=[6, 16, 15, 35]
commercial-paragraph: Melbourne.—By the s.s. Tararua, we have Melbourne advices to the 16th inst.:— bbox=[11, 999, 156, 1032]
coach-day: Friday ... bbox=[17, 1579, 49, 1590]
regular-agent: D. R. GELLION, bbox=[1025, 983, 1085, 994]
death-notice: At Nelson, on the 21st inst., Edward Fearon, Esq., aged 55 years. The deceased gentleman was a colonist for twenty-six years. bbox=[167, 110, 312, 153]
arrival-item: Nov. 26—Murray, s.s., M'Gillivray, from Hokitika. J. Paul, agent. bbox=[11, 156, 156, 178]
postal-notice-heading: POSTAL NOTICE. bbox=[38, 861, 129, 873]
regular-time: At 2 o'clock. bbox=[994, 958, 1038, 969]
article-paragraph: There are at present twelve men in all at work on the banks of the Waimangaroa river, all of whom are apparently making good wages. Simmonds and party (4) are the first approachable on the left hand side. On the right hand side, a little higher up, a party of two have been at work for the last month or two, and seemingly are well satisfied with their returns. Opposite them are a party who have driven in a tunnel from 70 to 80 feet on the left hand side of the river. These, with a few fossickers, constitute the Waimangaroa mining population. They are all comfortably quartered, the majority occupying the hut of the Reefing Company. bbox=[635, 354, 780, 536]
lodge-order: By order of the R.W.M. bbox=[47, 1348, 129, 1359]
mmeckan-sailing: OMEO, Capt. Calder, on the 20th NOV. bbox=[947, 1156, 1085, 1167]
mmeckan-route: To Melbourne, calling at Nelson, Wellington, Lyttelton, Dunedin, and Bluff Harbor— bbox=[947, 1086, 1085, 1118]
masthead bbox=[6, 6, 1104, 37]
lodge-signature: E. H. BULLEN, bbox=[99, 1361, 156, 1372]
passenger-item: Per Murray, for Nelson—The Rev. Mr Flavell, Mr Wylde, Mr Kelly. bbox=[11, 275, 156, 297]
regular-apply: For freight or passage apply to bbox=[963, 971, 1069, 982]
imports-heading: IMPORTS. bbox=[61, 298, 106, 309]
steam-time: At 12 o'clock. bbox=[991, 736, 1041, 747]
steam-apply: For freight or passage, apply to bbox=[962, 748, 1070, 759]
telegraph-arrivals-heading: ARRIVALS. bbox=[59, 738, 108, 749]
northern-terraces-heading: THE NORTHERN TERRACES. bbox=[664, 544, 751, 567]
editorial-paragraph: The Charleston Prospecting Association have despatched four men to prospect for gold in the back country. The men are to receive 30s per week while out prospecting. bbox=[167, 1267, 312, 1320]
art-union-more: Particulars next week. bbox=[977, 613, 1055, 624]
telegraph-item: Greymouth.—Nov. 25—Io and Magnet, for Melbourne. bbox=[11, 808, 156, 830]
shipping-paragraph: On the 22nd instant, a seaman named Robt. Martin fell from the mast of the cutter Satellite, while lying at Tonga Islands, and sustained severe injuries. The man was brought on to Nelson by Captain Chalton of the schooner Sisters, and placed in the hospital. bbox=[11, 641, 156, 716]
estate-title: IN THE ASSIGNED ESTATE OF FLORIAN ADANK, LYELL. bbox=[18, 1393, 149, 1415]
mmeckan-title: MESSRS M'MECKAN, BLACKWOOD AND CO.'S steamers bbox=[947, 1028, 1085, 1050]
high-water-heading: HIGH WATER. bbox=[53, 75, 114, 86]
news-paragraph: Mr C. E. Button, late Mayor of Hokitika, has written to the Corporation stating that, as it is uncertain whether or not he will return, he resigns his seat in the Borough Council. bbox=[323, 2001, 468, 2055]
electric-telegraph-heading: BY ELECTRIC TELEGRAPH. bbox=[23, 725, 144, 736]
regular-board: Agent, on board. bbox=[1027, 996, 1085, 1007]
import-item: Per Lyttelton, from Nelson—76 bags sugar, Kennedy Bros.; 39 bags sugar, Powell and Co.; 6 qr-casks, 4 hhds ale, Allan; 81 pieces shingle, Jackson; 20 bags bran, Bailie and Humphrey. bbox=[11, 310, 156, 364]
tide-cell: 5.22 p.m. bbox=[124, 97, 156, 107]
steam-day: THIS DAY, 27th INSTANT, bbox=[967, 723, 1065, 734]
married-heading: MARRIED. bbox=[216, 42, 263, 52]
news-paragraph: Mr Simpson, bootmaker, with the assistance of the architect, and his contractors, Messrs Bell and Reed, has succeeded in providing himself with a very commodious warehouse and workshop, and in improving considerably the architectural aspect of Gladstone street. Mr Simpson's new building has a Gothic front to the street in which an attempt has been made to combine the ornamental with the useful, and that object has been very satisfactorily effected. If his example should only excite a spirit of imitation, some good may be effected in the direction of diminishing the natural and artificial ugliness of Westport. bbox=[323, 901, 468, 1083]
article-paragraph: Of course the principal topic of conversation has been the late election. Mr O'Conor is indebted to Mr Harris for a great number of his votes in this quarter. He did a bit of close and systematic canvassing both on the terraces, and at the polling booths. We were well warned of him by Mr Graham, who denounced him as a wolf in sheep's clothing. The majority are pretty well satisfied with the result of the election, although slight differences of opinion are pretty prevalent. In the absence of Mr Reid's reasons for proposing to resign, the general opinion is that he ought to evince a little more Highland determination and say with Donald, when they wanted him to retreat, "She'll nae gae back." bbox=[635, 992, 780, 1185]
